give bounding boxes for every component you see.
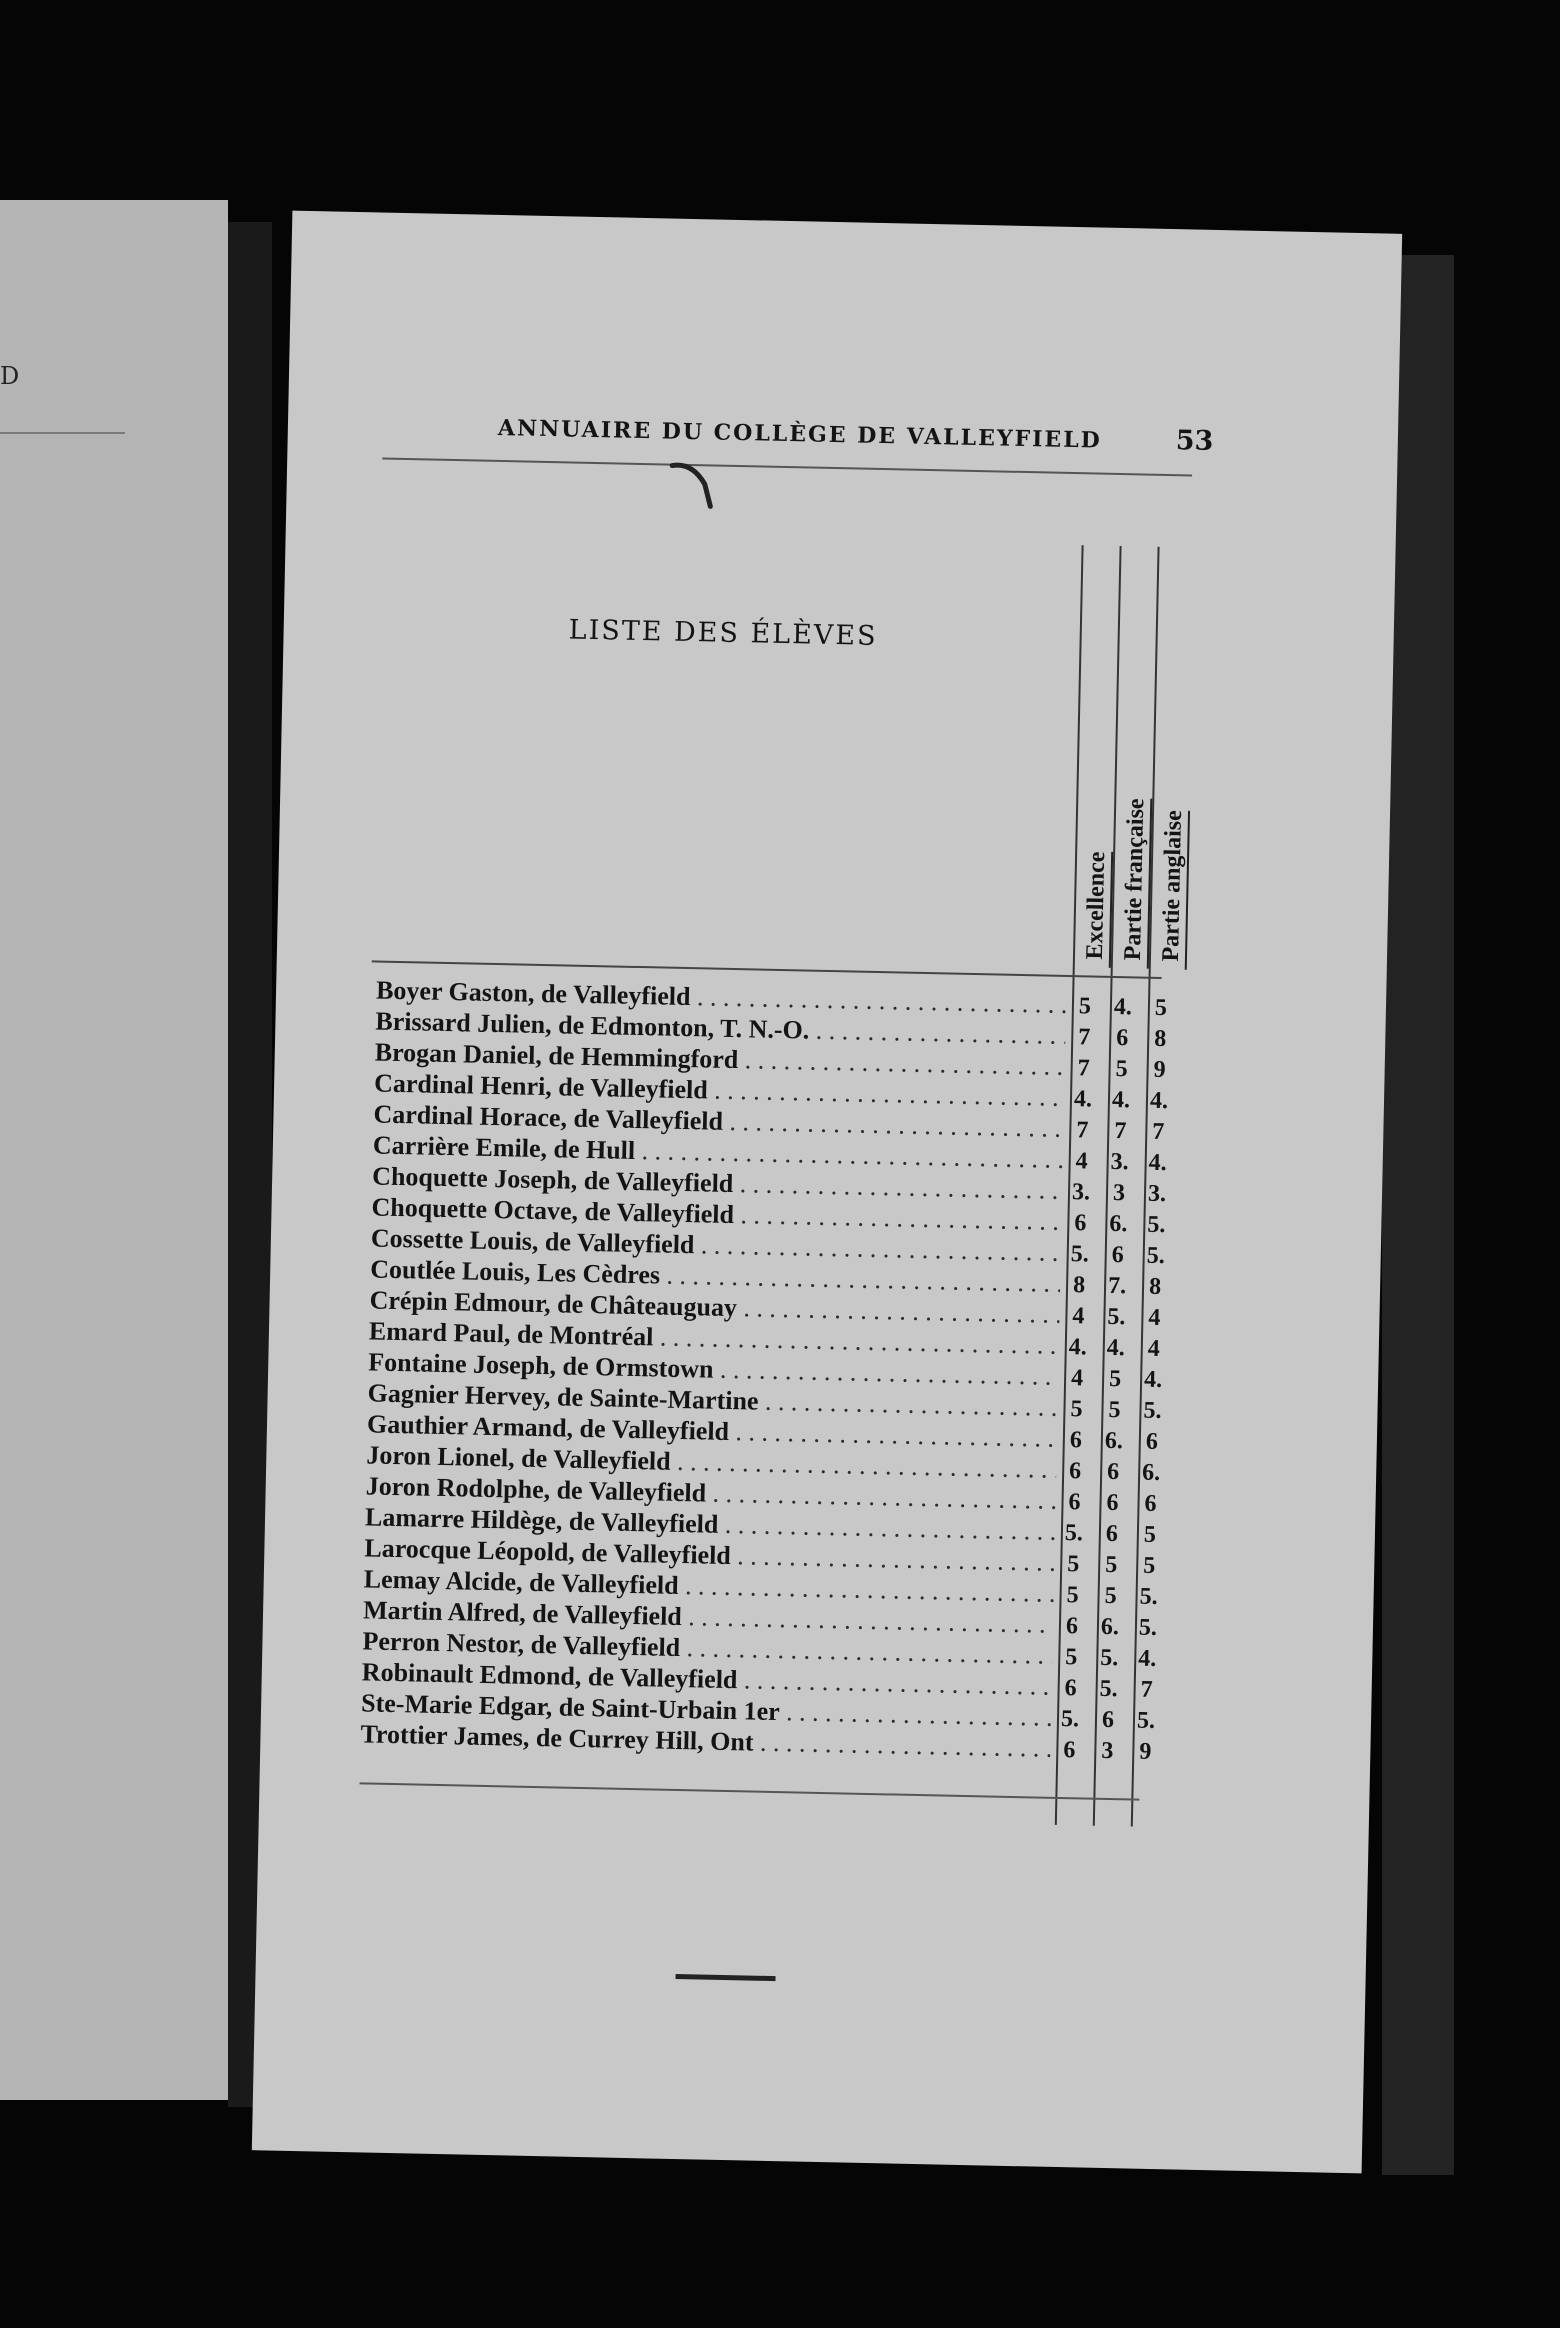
score-excellence: 7 xyxy=(1077,1055,1090,1082)
student-name: Cossette Louis, de Valleyfield . . . xyxy=(371,1223,1061,1267)
student-name: Lamarre Hildège, de Valleyfield . . . xyxy=(365,1502,1055,1546)
score-partie-anglaise: 4. xyxy=(1149,1087,1169,1115)
score-partie-francaise: 5 xyxy=(1104,1582,1117,1610)
score-excellence: 6 xyxy=(1064,1675,1077,1702)
student-name: Choquette Joseph, de Valleyfield . . . xyxy=(372,1161,1062,1205)
student-name: Ste-Marie Edgar, de Saint-Urbain 1er . . . xyxy=(361,1688,1051,1732)
score-excellence: 4 xyxy=(1075,1148,1088,1175)
student-name: Lemay Alcide, de Valleyfield . . . xyxy=(363,1564,1053,1608)
student-name: Joron Lionel, de Valleyfield . . . xyxy=(366,1440,1056,1484)
score-partie-francaise: 6 xyxy=(1101,1706,1115,1734)
score-partie-anglaise: 5. xyxy=(1136,1707,1156,1734)
score-partie-francaise: 5 xyxy=(1108,1396,1121,1424)
score-partie-anglaise: 4. xyxy=(1138,1645,1157,1672)
score-partie-anglaise: 6. xyxy=(1141,1459,1161,1487)
student-name: Perron Nestor, de Valleyfield . . . xyxy=(362,1626,1052,1670)
student-name: Cardinal Henri, de Valleyfield . . . xyxy=(374,1068,1064,1112)
score-excellence: 7 xyxy=(1076,1117,1089,1144)
score-excellence: 5 xyxy=(1070,1396,1083,1423)
score-excellence: 4 xyxy=(1072,1303,1085,1330)
score-partie-francaise: 6 xyxy=(1116,1025,1129,1052)
student-name: Fontaine Joseph, de Ormstown . . . xyxy=(368,1347,1058,1391)
ink-mark-icon xyxy=(666,453,727,514)
student-name: Coutlée Louis, Les Cèdres . . . xyxy=(370,1254,1060,1298)
student-name: Brissard Julien, de Edmonton, T. N.-O. . . . xyxy=(375,1007,1065,1051)
score-partie-francaise: 4. xyxy=(1106,1334,1126,1362)
score-partie-francaise: 5. xyxy=(1099,1675,1118,1703)
table-bottom-rule xyxy=(359,1782,1139,1800)
score-partie-anglaise: 6 xyxy=(1144,1490,1157,1517)
running-head: ANNUAIRE DU COLLÈGE DE VALLEYFIELD xyxy=(497,414,1103,454)
score-partie-francaise: 3 xyxy=(1101,1737,1114,1765)
score-partie-anglaise: 4. xyxy=(1143,1366,1163,1394)
score-excellence: 7 xyxy=(1078,1024,1091,1051)
book-page xyxy=(252,211,1402,2174)
score-partie-anglaise: 5 xyxy=(1142,1552,1156,1579)
score-partie-anglaise: 9 xyxy=(1153,1056,1166,1084)
score-excellence: 6 xyxy=(1065,1613,1079,1640)
student-name: Brogan Daniel, de Hemmingford . . . xyxy=(375,1038,1065,1082)
score-partie-francaise: 5. xyxy=(1100,1644,1119,1672)
score-partie-anglaise: 5. xyxy=(1146,1242,1166,1270)
column-header-partie-anglaise: Partie anglaise xyxy=(1153,569,1199,970)
score-partie-anglaise: 4. xyxy=(1148,1149,1167,1177)
score-partie-francaise: 5. xyxy=(1107,1303,1126,1331)
score-partie-anglaise: 5. xyxy=(1147,1211,1166,1239)
score-partie-anglaise: 3. xyxy=(1147,1180,1167,1208)
score-partie-anglaise: 7 xyxy=(1140,1676,1153,1703)
score-excellence: 8 xyxy=(1072,1272,1086,1299)
left-page xyxy=(0,200,228,2100)
score-excellence: 6 xyxy=(1068,1458,1082,1485)
score-partie-francaise: 5 xyxy=(1104,1551,1118,1579)
student-name: Emard Paul, de Montréal . . . xyxy=(369,1316,1059,1360)
score-partie-anglaise: 7 xyxy=(1152,1118,1165,1146)
score-partie-anglaise: 4 xyxy=(1148,1304,1161,1332)
score-excellence: 5. xyxy=(1064,1520,1084,1547)
end-dash xyxy=(675,1974,775,1981)
score-partie-francaise: 6. xyxy=(1104,1427,1124,1455)
student-name: Robinault Edmond, de Valleyfield . . . xyxy=(362,1657,1052,1701)
score-partie-francaise: 6 xyxy=(1105,1520,1119,1548)
score-excellence: 6 xyxy=(1069,1427,1083,1454)
score-partie-anglaise: 5 xyxy=(1154,994,1168,1022)
score-excellence: 5. xyxy=(1060,1706,1080,1733)
score-partie-francaise: 6 xyxy=(1106,1458,1120,1486)
score-partie-anglaise: 6 xyxy=(1145,1428,1159,1455)
score-excellence: 6 xyxy=(1074,1210,1087,1237)
student-name: Crépin Edmour, de Châteauguay . . . xyxy=(369,1285,1059,1329)
score-excellence: 3. xyxy=(1071,1179,1091,1206)
student-name: Carrière Emile, de Hull . . . xyxy=(373,1130,1063,1174)
score-partie-francaise: 3 xyxy=(1112,1179,1126,1207)
score-excellence: 5 xyxy=(1078,993,1092,1020)
score-partie-francaise: 3. xyxy=(1110,1148,1129,1176)
score-partie-francaise: 4. xyxy=(1111,1086,1131,1114)
score-partie-anglaise: 5 xyxy=(1143,1521,1157,1548)
score-excellence: 4. xyxy=(1073,1086,1093,1113)
column-header-excellence: Excellence xyxy=(1077,567,1123,968)
page-number: 53 xyxy=(1175,425,1214,457)
score-excellence: 6 xyxy=(1063,1737,1076,1764)
score-partie-anglaise: 8 xyxy=(1148,1273,1162,1301)
score-partie-francaise: 5 xyxy=(1115,1056,1128,1083)
student-name: Boyer Gaston, de Valleyfield . . . xyxy=(376,976,1066,1020)
score-excellence: 5 xyxy=(1065,1644,1078,1671)
score-partie-francaise: 4. xyxy=(1113,993,1133,1021)
score-partie-anglaise: 8 xyxy=(1154,1025,1167,1053)
student-list xyxy=(360,975,1276,1769)
student-name: Choquette Octave, de Valleyfield . . . xyxy=(371,1192,1061,1236)
left-page-rule xyxy=(0,432,125,434)
score-partie-francaise: 6 xyxy=(1111,1241,1125,1269)
score-excellence: 6 xyxy=(1068,1489,1081,1516)
column-header-partie-francaise: Partie française xyxy=(1115,568,1161,969)
score-partie-francaise: 6. xyxy=(1109,1210,1128,1238)
score-excellence: 5. xyxy=(1070,1241,1090,1268)
student-name: Gauthier Armand, de Valleyfield . . . xyxy=(367,1409,1057,1453)
score-partie-anglaise: 5. xyxy=(1143,1397,1162,1425)
student-name: Gagnier Hervey, de Sainte-Martine . . . xyxy=(367,1378,1057,1422)
header-rule xyxy=(382,458,1192,477)
score-excellence: 5 xyxy=(1066,1551,1080,1578)
student-name: Joron Rodolphe, de Valleyfield . . . xyxy=(365,1471,1055,1515)
score-partie-anglaise: 5. xyxy=(1138,1614,1158,1642)
score-partie-francaise: 7 xyxy=(1114,1118,1127,1145)
student-name: Larocque Léopold, de Valleyfield . . . xyxy=(364,1533,1054,1577)
score-partie-anglaise: 4 xyxy=(1147,1335,1161,1363)
student-name: Martin Alfred, de Valleyfield . . . xyxy=(363,1595,1053,1639)
student-name: Cardinal Horace, de Valleyfield . . . xyxy=(373,1099,1063,1143)
score-excellence: 5 xyxy=(1066,1582,1079,1609)
score-excellence: 4 xyxy=(1070,1365,1084,1392)
score-partie-francaise: 5 xyxy=(1108,1365,1122,1393)
score-partie-francaise: 7. xyxy=(1107,1272,1127,1300)
left-page-fragment: D xyxy=(0,362,20,390)
score-partie-anglaise: 9 xyxy=(1139,1738,1152,1765)
list-title: LISTE DES ÉLÈVES xyxy=(568,614,878,652)
score-partie-francaise: 6. xyxy=(1100,1613,1120,1641)
score-partie-anglaise: 5. xyxy=(1139,1583,1158,1611)
score-partie-francaise: 6 xyxy=(1106,1489,1119,1517)
score-excellence: 4. xyxy=(1068,1334,1088,1361)
student-name: Trottier James, de Currey Hill, Ont . . . xyxy=(360,1719,1050,1763)
